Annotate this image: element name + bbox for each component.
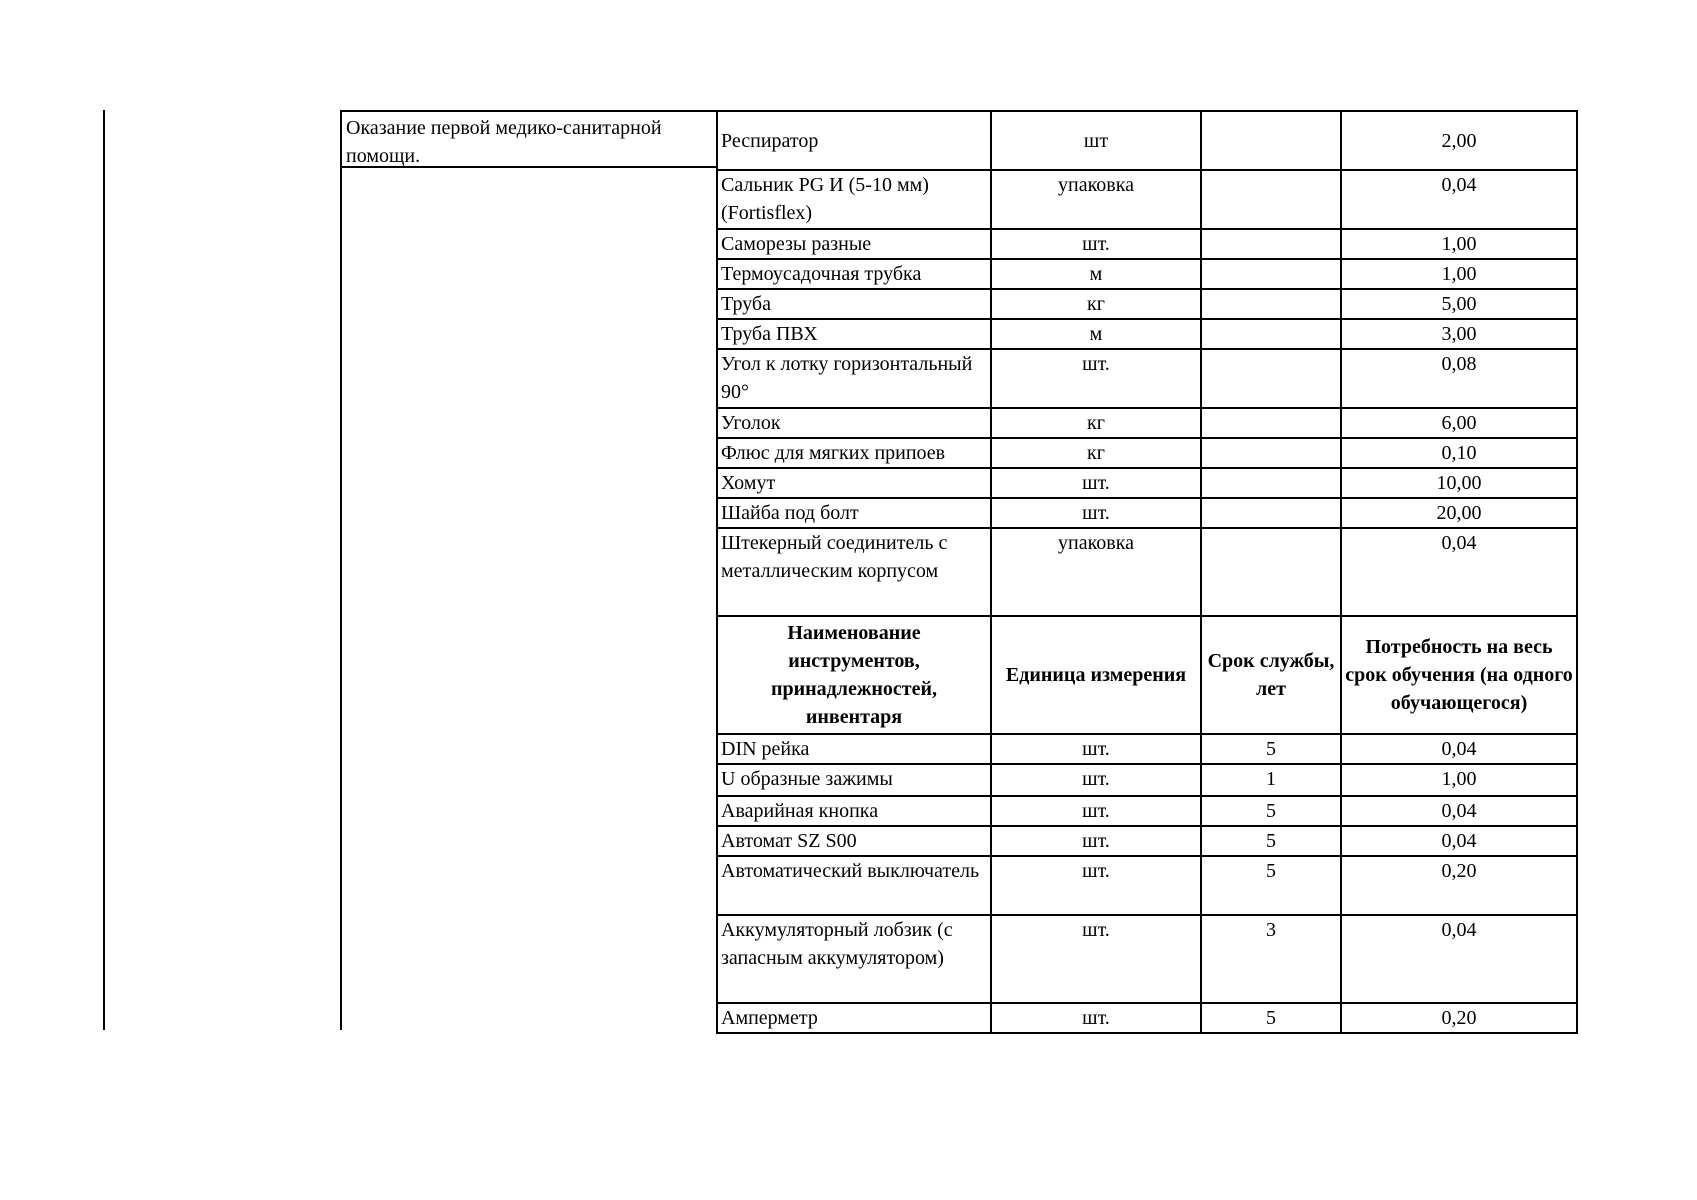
item-name: Аварийная кнопка bbox=[717, 796, 991, 826]
item-unit: кг bbox=[991, 289, 1201, 319]
item-unit: шт. bbox=[991, 349, 1201, 408]
item-need: 10,00 bbox=[1341, 468, 1577, 498]
item-life: 5 bbox=[1201, 856, 1341, 915]
item-unit: шт. bbox=[991, 764, 1201, 796]
table-row bbox=[717, 764, 1577, 796]
table-row bbox=[717, 1003, 1577, 1033]
item-need: 5,00 bbox=[1341, 289, 1577, 319]
item-need: 0,20 bbox=[1341, 856, 1577, 915]
item-need: 3,00 bbox=[1341, 319, 1577, 349]
table-row bbox=[717, 259, 1577, 289]
item-name: Автомат SZ S00 bbox=[717, 826, 991, 856]
left-frame-line bbox=[103, 110, 105, 1030]
section-label-cell bbox=[340, 110, 718, 168]
item-unit: шт. bbox=[991, 796, 1201, 826]
item-life bbox=[1201, 438, 1341, 468]
item-name: Аккумуляторный лобзик (с запасным аккумулятором) bbox=[717, 915, 991, 1003]
table-row bbox=[717, 796, 1577, 826]
item-unit: кг bbox=[991, 438, 1201, 468]
item-name: Респиратор bbox=[717, 111, 991, 170]
item-need: 0,04 bbox=[1341, 915, 1577, 1003]
item-life: 5 bbox=[1201, 1003, 1341, 1033]
item-need: 0,04 bbox=[1341, 170, 1577, 229]
section-label: Оказание первой медико-санитарной помощи. bbox=[346, 117, 662, 167]
item-name: Труба bbox=[717, 289, 991, 319]
item-name: DIN рейка bbox=[717, 734, 991, 764]
item-life bbox=[1201, 229, 1341, 259]
item-unit: шт. bbox=[991, 468, 1201, 498]
item-unit: шт. bbox=[991, 1003, 1201, 1033]
table-row bbox=[717, 528, 1577, 616]
item-life: 5 bbox=[1201, 826, 1341, 856]
item-need: 0,04 bbox=[1341, 826, 1577, 856]
item-name: Амперметр bbox=[717, 1003, 991, 1033]
header-name: Наименование инструментов, принадлежностей, инвентаря bbox=[717, 616, 991, 734]
item-need: 2,00 bbox=[1341, 111, 1577, 170]
table-row bbox=[717, 111, 1577, 170]
item-unit: шт. bbox=[991, 856, 1201, 915]
table-row bbox=[717, 349, 1577, 408]
item-need: 0,04 bbox=[1341, 528, 1577, 616]
item-life bbox=[1201, 349, 1341, 408]
item-name: Труба ПВХ bbox=[717, 319, 991, 349]
item-need: 1,00 bbox=[1341, 229, 1577, 259]
item-unit: упаковка bbox=[991, 170, 1201, 229]
item-unit: шт. bbox=[991, 915, 1201, 1003]
table-row bbox=[717, 408, 1577, 438]
item-need: 0,08 bbox=[1341, 349, 1577, 408]
table-row bbox=[717, 170, 1577, 229]
table-row bbox=[717, 468, 1577, 498]
section-column-line bbox=[340, 110, 342, 1030]
table-row bbox=[717, 856, 1577, 915]
item-name: Сальник PG И (5-10 мм) (Fortisflex) bbox=[717, 170, 991, 229]
item-life: 5 bbox=[1201, 796, 1341, 826]
item-life bbox=[1201, 319, 1341, 349]
item-unit: шт. bbox=[991, 734, 1201, 764]
header-life: Срок службы, лет bbox=[1201, 616, 1341, 734]
item-life bbox=[1201, 528, 1341, 616]
item-life: 3 bbox=[1201, 915, 1341, 1003]
item-unit: шт. bbox=[991, 498, 1201, 528]
requirements-table bbox=[716, 110, 1578, 1034]
table-row bbox=[717, 289, 1577, 319]
item-unit: шт. bbox=[991, 826, 1201, 856]
item-life bbox=[1201, 259, 1341, 289]
item-need: 6,00 bbox=[1341, 408, 1577, 438]
item-unit: шт bbox=[991, 111, 1201, 170]
item-life bbox=[1201, 111, 1341, 170]
table-row bbox=[717, 498, 1577, 528]
item-name: U образные зажимы bbox=[717, 764, 991, 796]
item-unit: м bbox=[991, 259, 1201, 289]
item-life: 1 bbox=[1201, 764, 1341, 796]
item-unit: шт. bbox=[991, 229, 1201, 259]
tools-header-row bbox=[717, 616, 1577, 734]
item-name: Термоусадочная трубка bbox=[717, 259, 991, 289]
item-name: Флюс для мягких припоев bbox=[717, 438, 991, 468]
item-need: 1,00 bbox=[1341, 259, 1577, 289]
item-need: 0,10 bbox=[1341, 438, 1577, 468]
item-name: Хомут bbox=[717, 468, 991, 498]
item-name: Автоматический выключатель bbox=[717, 856, 991, 915]
item-need: 20,00 bbox=[1341, 498, 1577, 528]
table-row bbox=[717, 826, 1577, 856]
item-name: Саморезы разные bbox=[717, 229, 991, 259]
table-row bbox=[717, 915, 1577, 1003]
item-life: 5 bbox=[1201, 734, 1341, 764]
item-life bbox=[1201, 468, 1341, 498]
table-row bbox=[717, 229, 1577, 259]
item-need: 0,20 bbox=[1341, 1003, 1577, 1033]
item-name: Угол к лотку горизонтальный 90° bbox=[717, 349, 991, 408]
header-unit: Единица измерения bbox=[991, 616, 1201, 734]
table-row bbox=[717, 438, 1577, 468]
table-row bbox=[717, 319, 1577, 349]
item-life bbox=[1201, 289, 1341, 319]
item-need: 0,04 bbox=[1341, 796, 1577, 826]
item-unit: м bbox=[991, 319, 1201, 349]
item-name: Шайба под болт bbox=[717, 498, 991, 528]
item-name: Уголок bbox=[717, 408, 991, 438]
item-need: 1,00 bbox=[1341, 764, 1577, 796]
item-unit: кг bbox=[991, 408, 1201, 438]
item-unit: упаковка bbox=[991, 528, 1201, 616]
header-need: Потребность на весь срок обучения (на одного обучающегося) bbox=[1341, 616, 1577, 734]
item-life bbox=[1201, 498, 1341, 528]
item-need: 0,04 bbox=[1341, 734, 1577, 764]
item-life bbox=[1201, 408, 1341, 438]
item-life bbox=[1201, 170, 1341, 229]
table-row bbox=[717, 734, 1577, 764]
item-name: Штекерный соединитель с металлическим корпусом bbox=[717, 528, 991, 616]
